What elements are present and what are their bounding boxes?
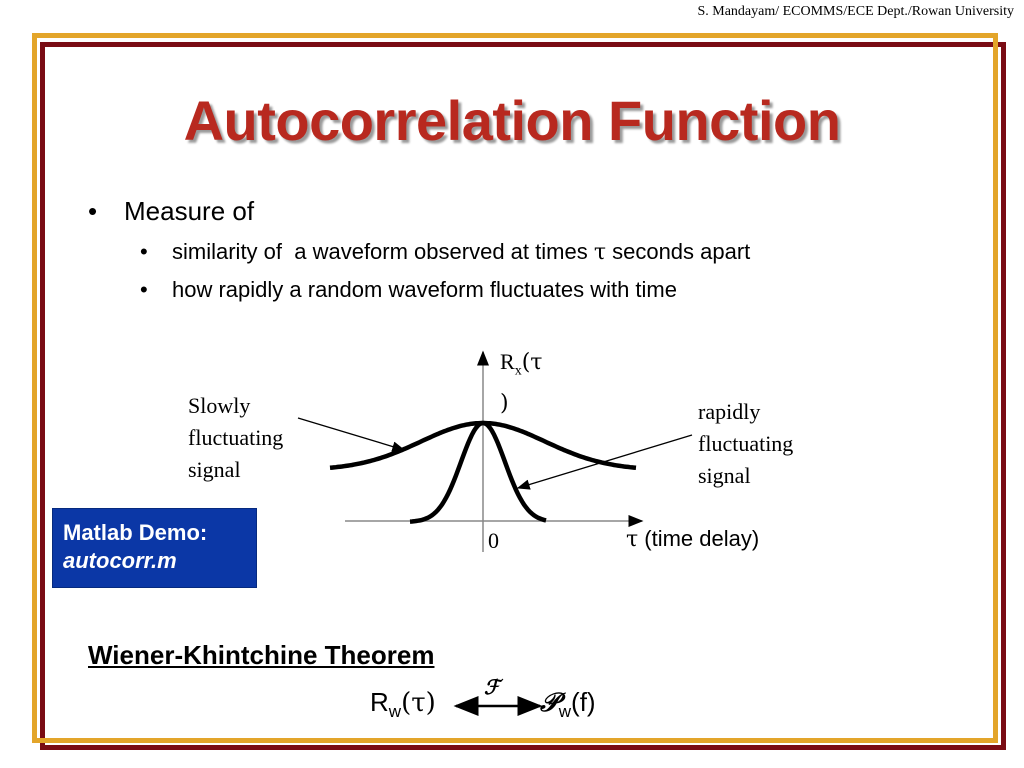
- origin-label: 0: [488, 528, 499, 553]
- bullet-sub-1-text-a: similarity of a waveform observed at times: [172, 239, 594, 264]
- matlab-demo-title: Matlab Demo:: [63, 520, 208, 545]
- theorem-heading: Wiener-Khintchine Theorem: [88, 640, 435, 670]
- power-spectrum-term: 𝒫$_w$(f): [540, 687, 596, 722]
- bullet-sub-2-text: how rapidly a random waveform fluctuates with time: [172, 277, 677, 302]
- theorem-equation: [0, 675, 1024, 735]
- rapid-signal-label: rapidly fluctuating signal: [698, 399, 794, 488]
- bullet-dot: •: [140, 277, 148, 302]
- autocorrelation-term: $R_w(\tau)$: [370, 687, 436, 722]
- bullet-sub-1-text-b: seconds apart: [605, 239, 751, 264]
- matlab-demo-box: [52, 508, 257, 588]
- slow-signal-label: Slowly fluctuating signal: [188, 393, 284, 482]
- y-axis-label: $R_x(\tau$ ): [500, 349, 543, 417]
- slide-credit: S. Mandayam/ ECOMMS/ECE Dept./Rowan University: [697, 4, 1014, 19]
- tau-symbol: τ: [593, 240, 606, 265]
- matlab-demo-file: autocorr.m: [63, 548, 177, 573]
- bullet-dot: •: [140, 239, 148, 264]
- fourier-symbol: ℱ: [484, 675, 500, 699]
- bullet-main-text: Measure of: [124, 196, 255, 226]
- slide-title: Autocorrelation Function: [183, 89, 841, 152]
- x-axis-label: τ (time delay): [626, 526, 760, 552]
- bullet-dot: •: [88, 196, 98, 226]
